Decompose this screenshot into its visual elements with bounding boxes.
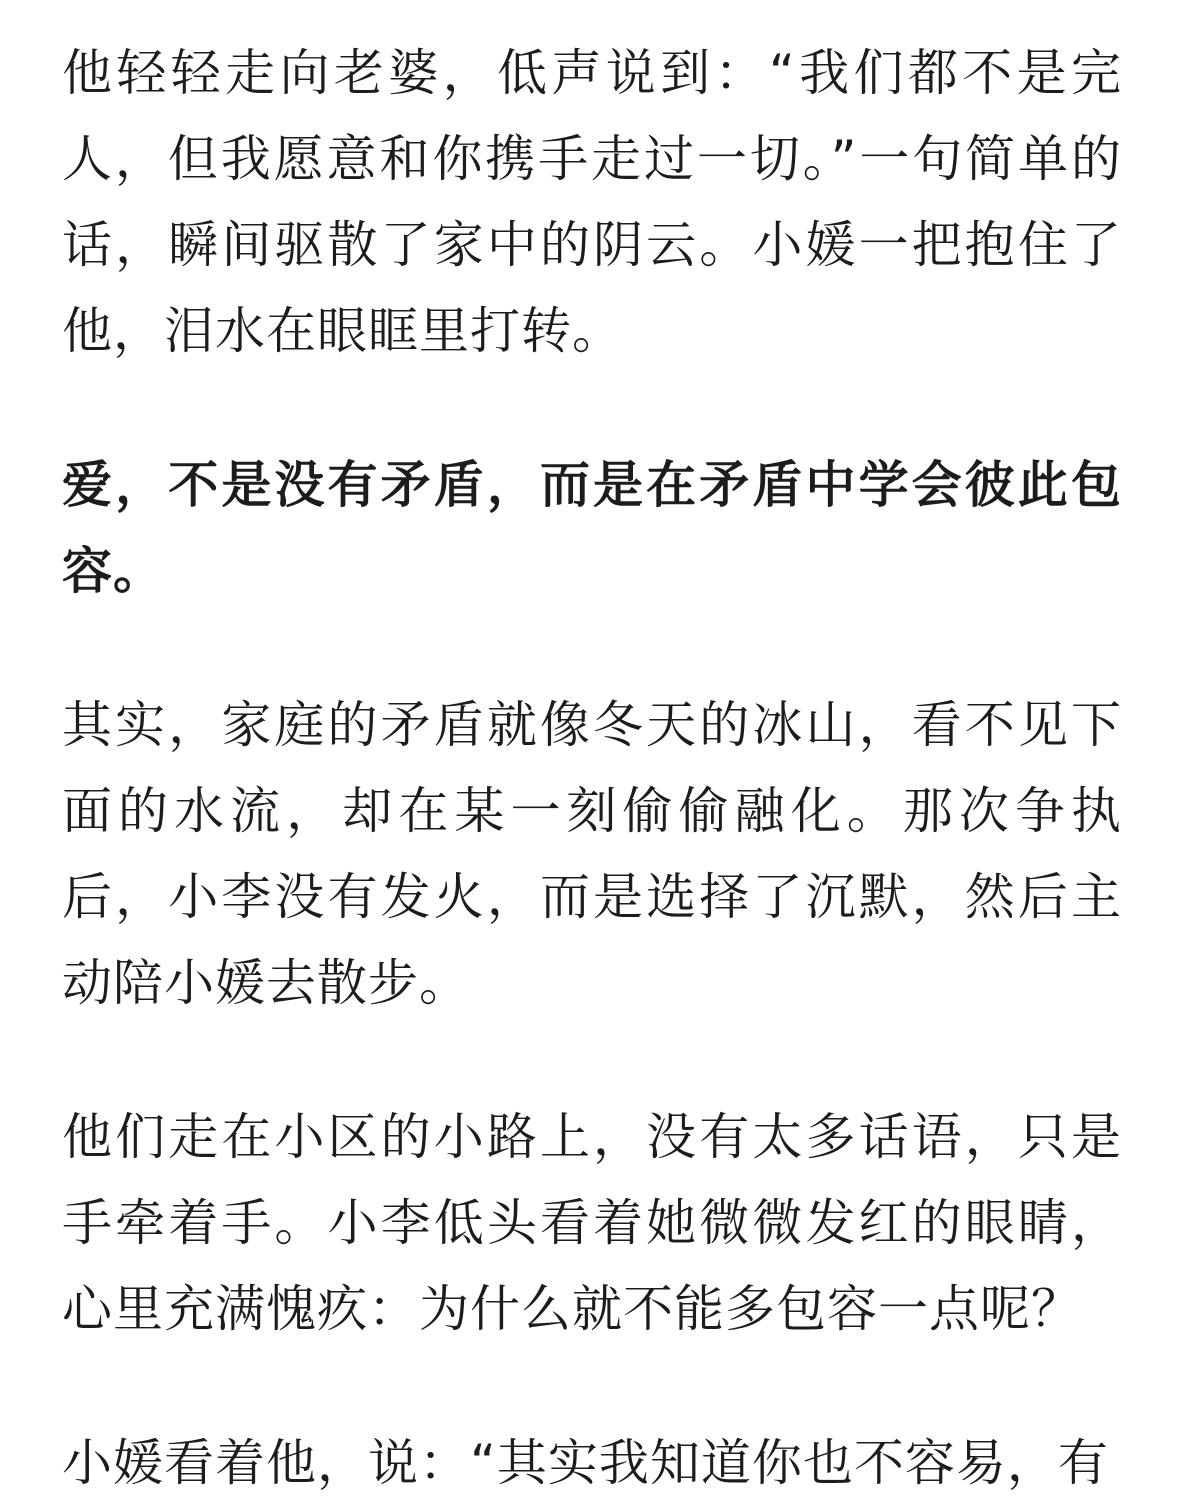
paragraph-4: 他们走在小区的小路上，没有太多话语，只是手牵着手。小李低头看着她微微发红的眼睛，心里充满愧疚：为什么就不能多包容一点呢？ [62, 1108, 1122, 1338]
paragraph-2-highlight: 爱，不是没有矛盾，而是在矛盾中学会彼此包容。 [62, 456, 1122, 600]
paragraph-3: 其实，家庭的矛盾就像冬天的冰山，看不见下面的水流，却在某一刻偷偷融化。那次争执后，小李没有发火，而是选择了沉默，然后主动陪小媛去散步。 [62, 696, 1122, 1012]
paragraph-5: 小媛看着他，说：“其实我知道你也不容易，有 [62, 1434, 1109, 1492]
paragraph-1: 他轻轻走向老婆，低声说到：“我们都不是完人，但我愿意和你携手走过一切。”一句简单的话，瞬间驱散了家中的阴云。小媛一把抱住了他，泪水在眼眶里打转。 [62, 44, 1122, 360]
article-body [62, 30, 1122, 1506]
